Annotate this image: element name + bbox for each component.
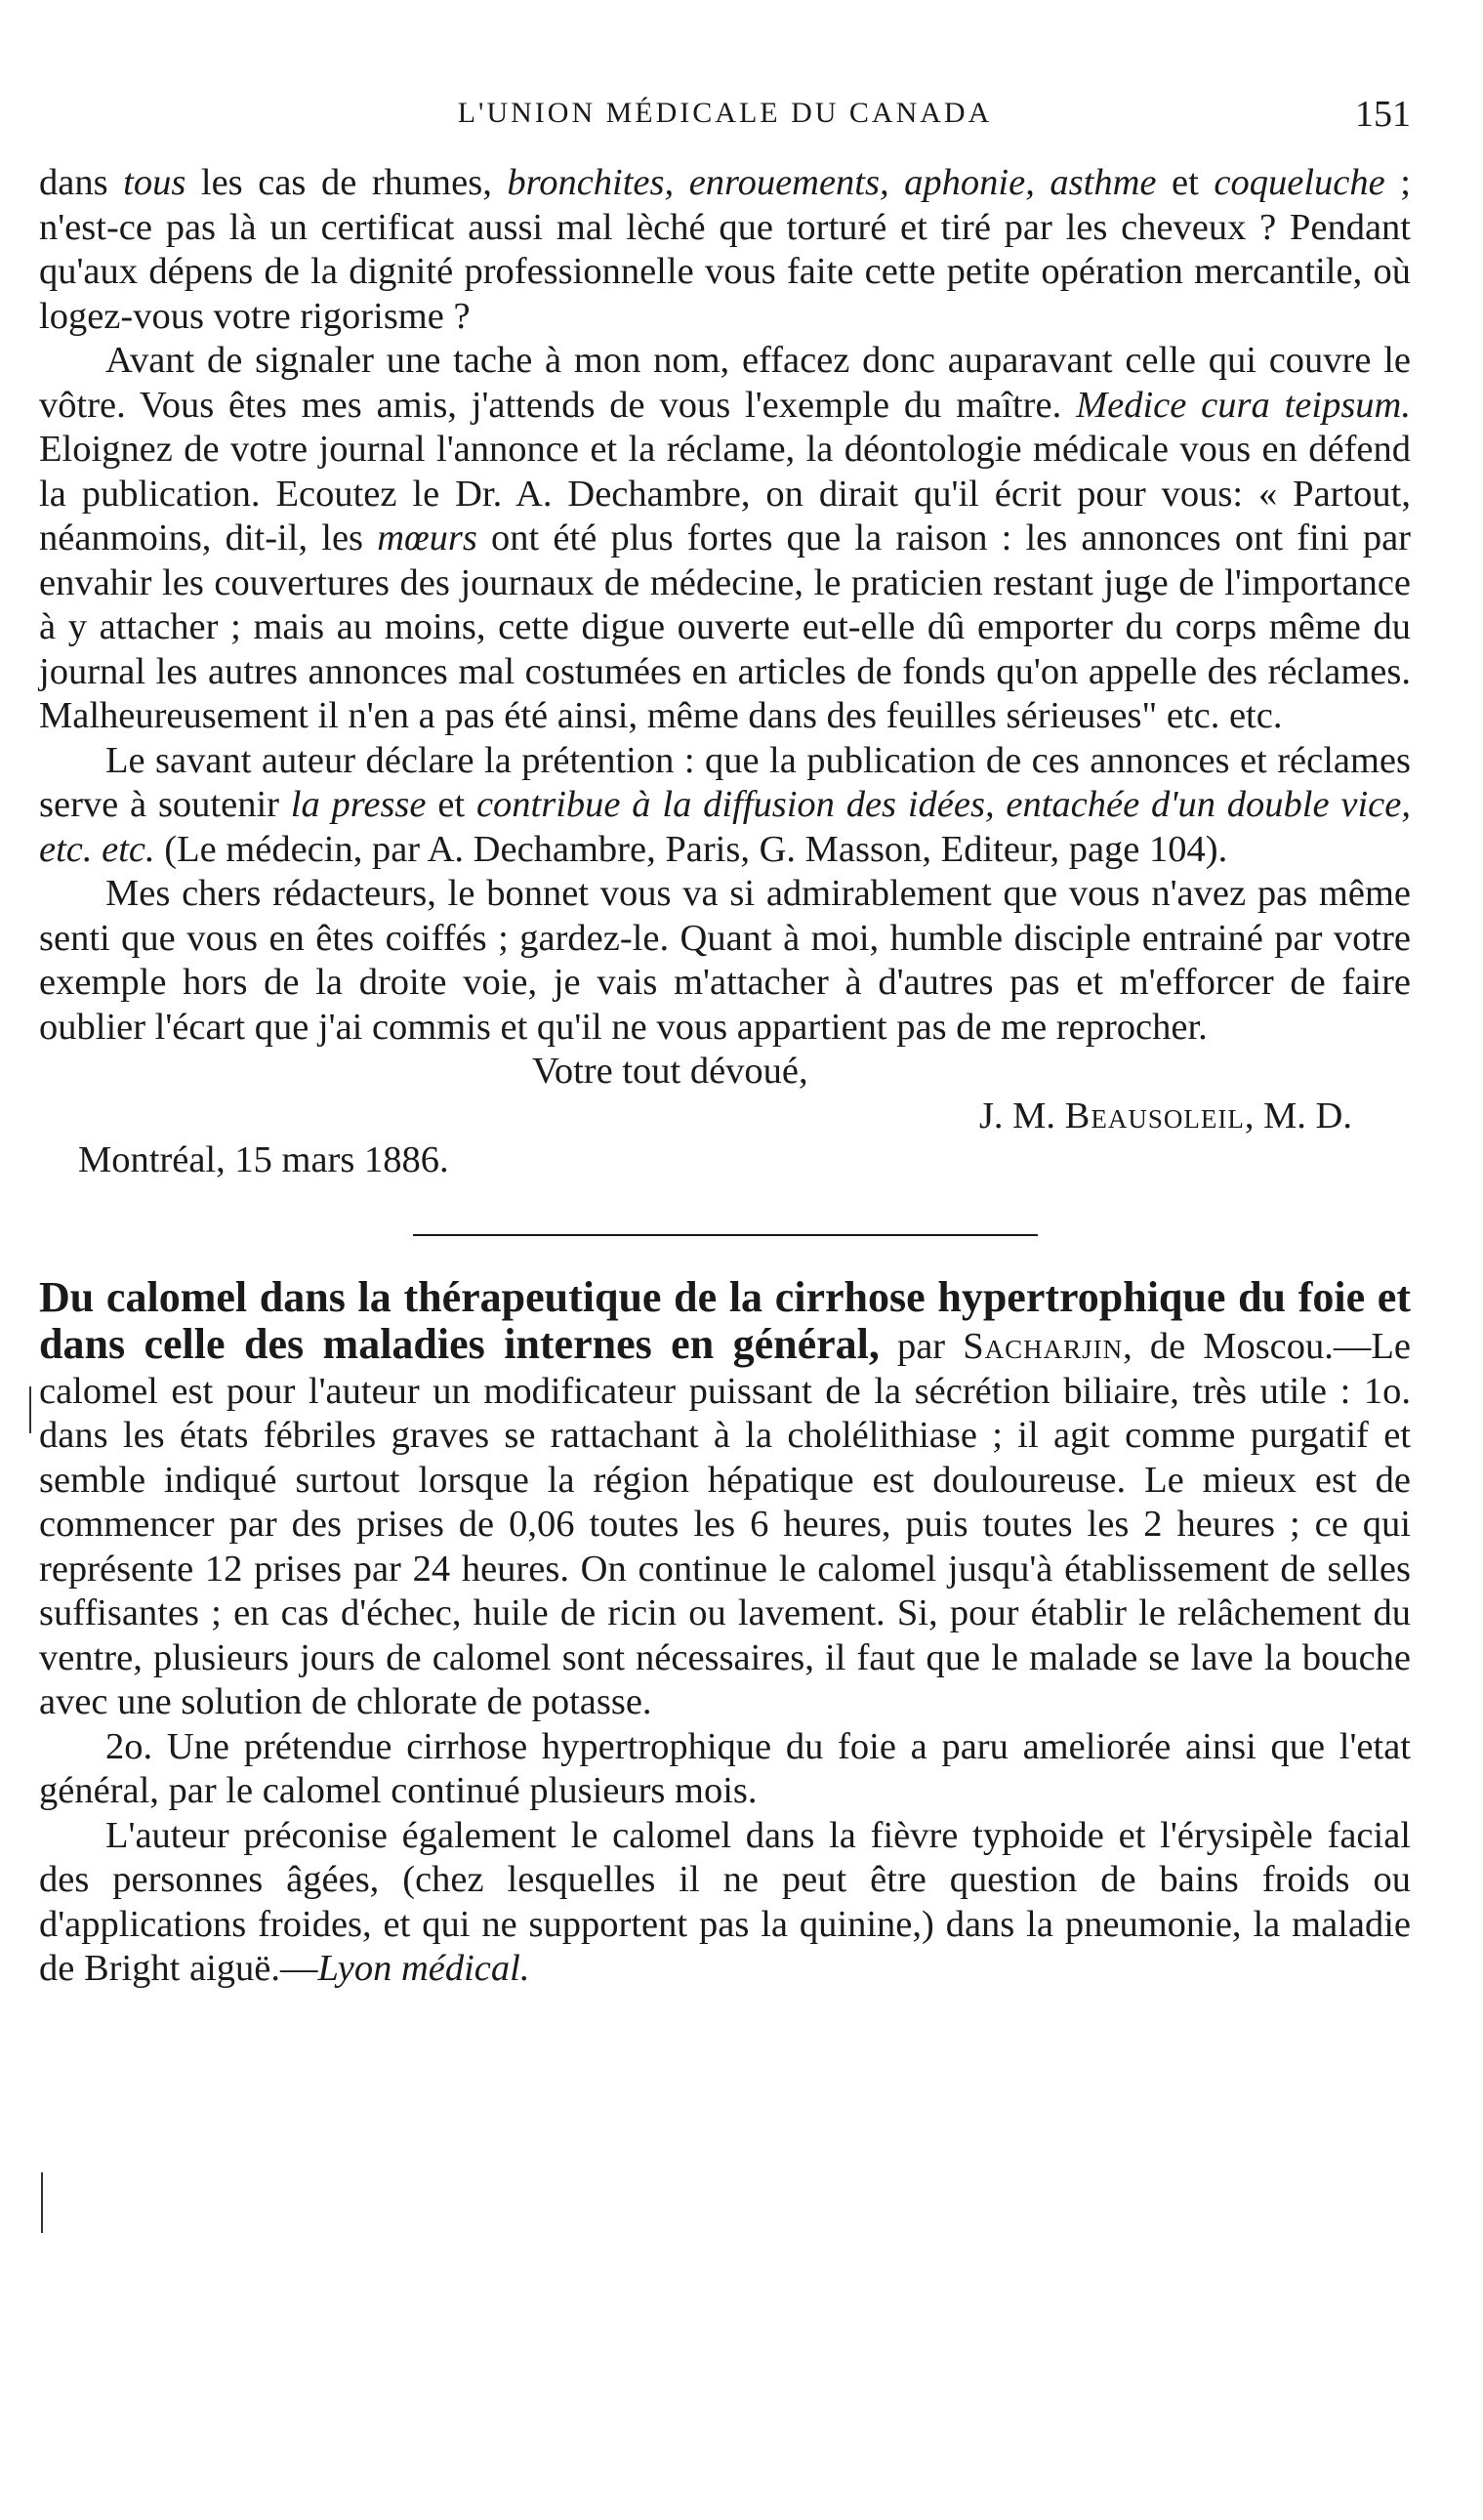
italic-run: coqueluche [1214, 162, 1385, 203]
text-run: dans [39, 162, 124, 203]
text-run: les cas de rhumes, [185, 162, 508, 203]
text-run: et [426, 784, 476, 825]
letter-paragraph-4: Mes chers rédacteurs, le bonnet vous va si admirablement que vous n'avez pas même senti que vous en êtes coiffés ; gardez-le. Quant à moi, humble disciple entrainé par votre exemple hors de la droite voie, je vais m'attacher à d'autres pas et m'efforcer de faire oublier l'écart que j'ai commis et qu'il ne vous appartient pas de me reprocher. [39, 873, 1411, 1048]
italic-run: la presse [290, 784, 427, 825]
article-paragraph-1 [39, 1272, 1411, 1725]
running-title: L'UNION MÉDICALE DU CANADA [457, 97, 993, 129]
signature-name: Beausoleil [1064, 1095, 1245, 1136]
section-divider [413, 1234, 1038, 1236]
letter-paragraph-2 [39, 339, 1411, 739]
italic-run: Medice cura teipsum. [1076, 384, 1411, 426]
article-paragraph-2: 2o. Une prétendue cirrhose hypertrophique du foie a paru ameliorée ainsi que l'etat général, par le calomel continué plusieurs mois. [39, 1725, 1411, 1811]
running-head [39, 93, 1411, 140]
text-run: Eloignez de votre journal l'annonce et la réclame, la déontologie médicale vous en défend la publication. Ecoutez le Dr. A. Dechambre, on dirait qu'il écrit pour vous: « Partout, néanmoins, dit-il, les [39, 429, 1411, 558]
text-run: par [879, 1326, 964, 1367]
page [39, 93, 1411, 1992]
letter-dateline: Montréal, 15 mars 1886. [78, 1139, 449, 1180]
letter-paragraph-3 [39, 739, 1411, 873]
letter-paragraph-1 [39, 161, 1411, 339]
article-author: Sacharjin [963, 1326, 1124, 1367]
margin-mark [29, 1386, 31, 1433]
margin-mark [41, 2172, 43, 2233]
article-paragraph-3 [39, 1814, 1411, 1992]
article-title: Du calomel dans la thérapeutique de la cirrhose hypertrophique du foie et dans celle des maladies internes en général, [39, 1272, 1411, 1368]
letter-closing: Votre tout dévoué, [532, 1051, 808, 1092]
text-run: J. M. [978, 1095, 1065, 1136]
italic-run: bronchites, enrouements, aphonie, asthme [507, 162, 1157, 203]
text-run: ont été plus fortes que la raison : les annonces ont fini par envahir les couvertures des journaux de médecine, le praticien restant juge de l'importance à y attacher ; mais au moins, cette digue ouverte eut-elle dû emporter du corps même du journal les autres annonces mal costumées en articles de fonds qu'on appelle des réclames. Malheureusement il n'en a pas été ainsi, même dans des feuilles sérieuses" etc. etc. [39, 517, 1411, 736]
text-run: , de Moscou.—Le calomel est pour l'auteur un modificateur puissant de la sécrétion biliaire, très utile : 1o. dans les états fébriles graves se rattachant à la cholélithiase ; il agit comme purgatif et semble indiqué surtout lorsque la région hépatique est douloureuse. Le mieux est de commencer par des prises de 0,06 toutes les 6 heures, puis toutes les 2 heures ; ce qui représente 12 prises par 24 heures. On continue le calomel jusqu'à établissement de selles suffisantes ; en cas d'échec, huile de ricin ou lavement. Si, pour établir le relâchement du ventre, plusieurs jours de calomel sont nécessaires, il faut que le malade se lave la bouche avec une solution de chlorate de potasse. [39, 1326, 1411, 1722]
text-run: (Le médecin, par A. Dechambre, Paris, G. Masson, Editeur, page 104). [154, 828, 1228, 870]
page-number: 151 [1355, 94, 1411, 135]
text-run: , M. D. [1244, 1095, 1352, 1136]
italic-run: tous [123, 162, 186, 203]
body-text [39, 161, 1411, 1992]
italic-run: mœurs [377, 517, 477, 558]
text-run: Avant de signaler une tache à mon nom, effacez donc auparavant celle qui couvre le vôtre. Vous êtes mes amis, j'attends de vous l'exemple du maître. [39, 340, 1411, 426]
text-run: L'auteur préconise également le calomel dans la fièvre typhoide et l'érysipèle facial des personnes âgées, (chez lesquelles il ne peut être question de bains froids ou d'applications froides, et qui ne supportent pas la quinine,) dans la pneumonie, la maladie de Bright aiguë.— [39, 1814, 1411, 1989]
text-run: Le savant auteur déclare la prétention : que la publication de ces annonces et réclames serve à soutenir [39, 739, 1411, 825]
text-run: ; n'est-ce pas là un certificat aussi mal lèché que torturé et tiré par les cheveux ? Pendant qu'aux dépens de la dignité professionnelle vous faite cette petite opération mercantile, où logez-vous votre rigorisme ? [39, 162, 1411, 337]
italic-run: contribue à la diffusion des idées, entachée d'un double vice, etc. etc. [39, 784, 1411, 870]
italic-run: Lyon médical. [317, 1948, 530, 1989]
text-run: et [1156, 162, 1215, 203]
letter-signature [39, 1095, 1411, 1139]
